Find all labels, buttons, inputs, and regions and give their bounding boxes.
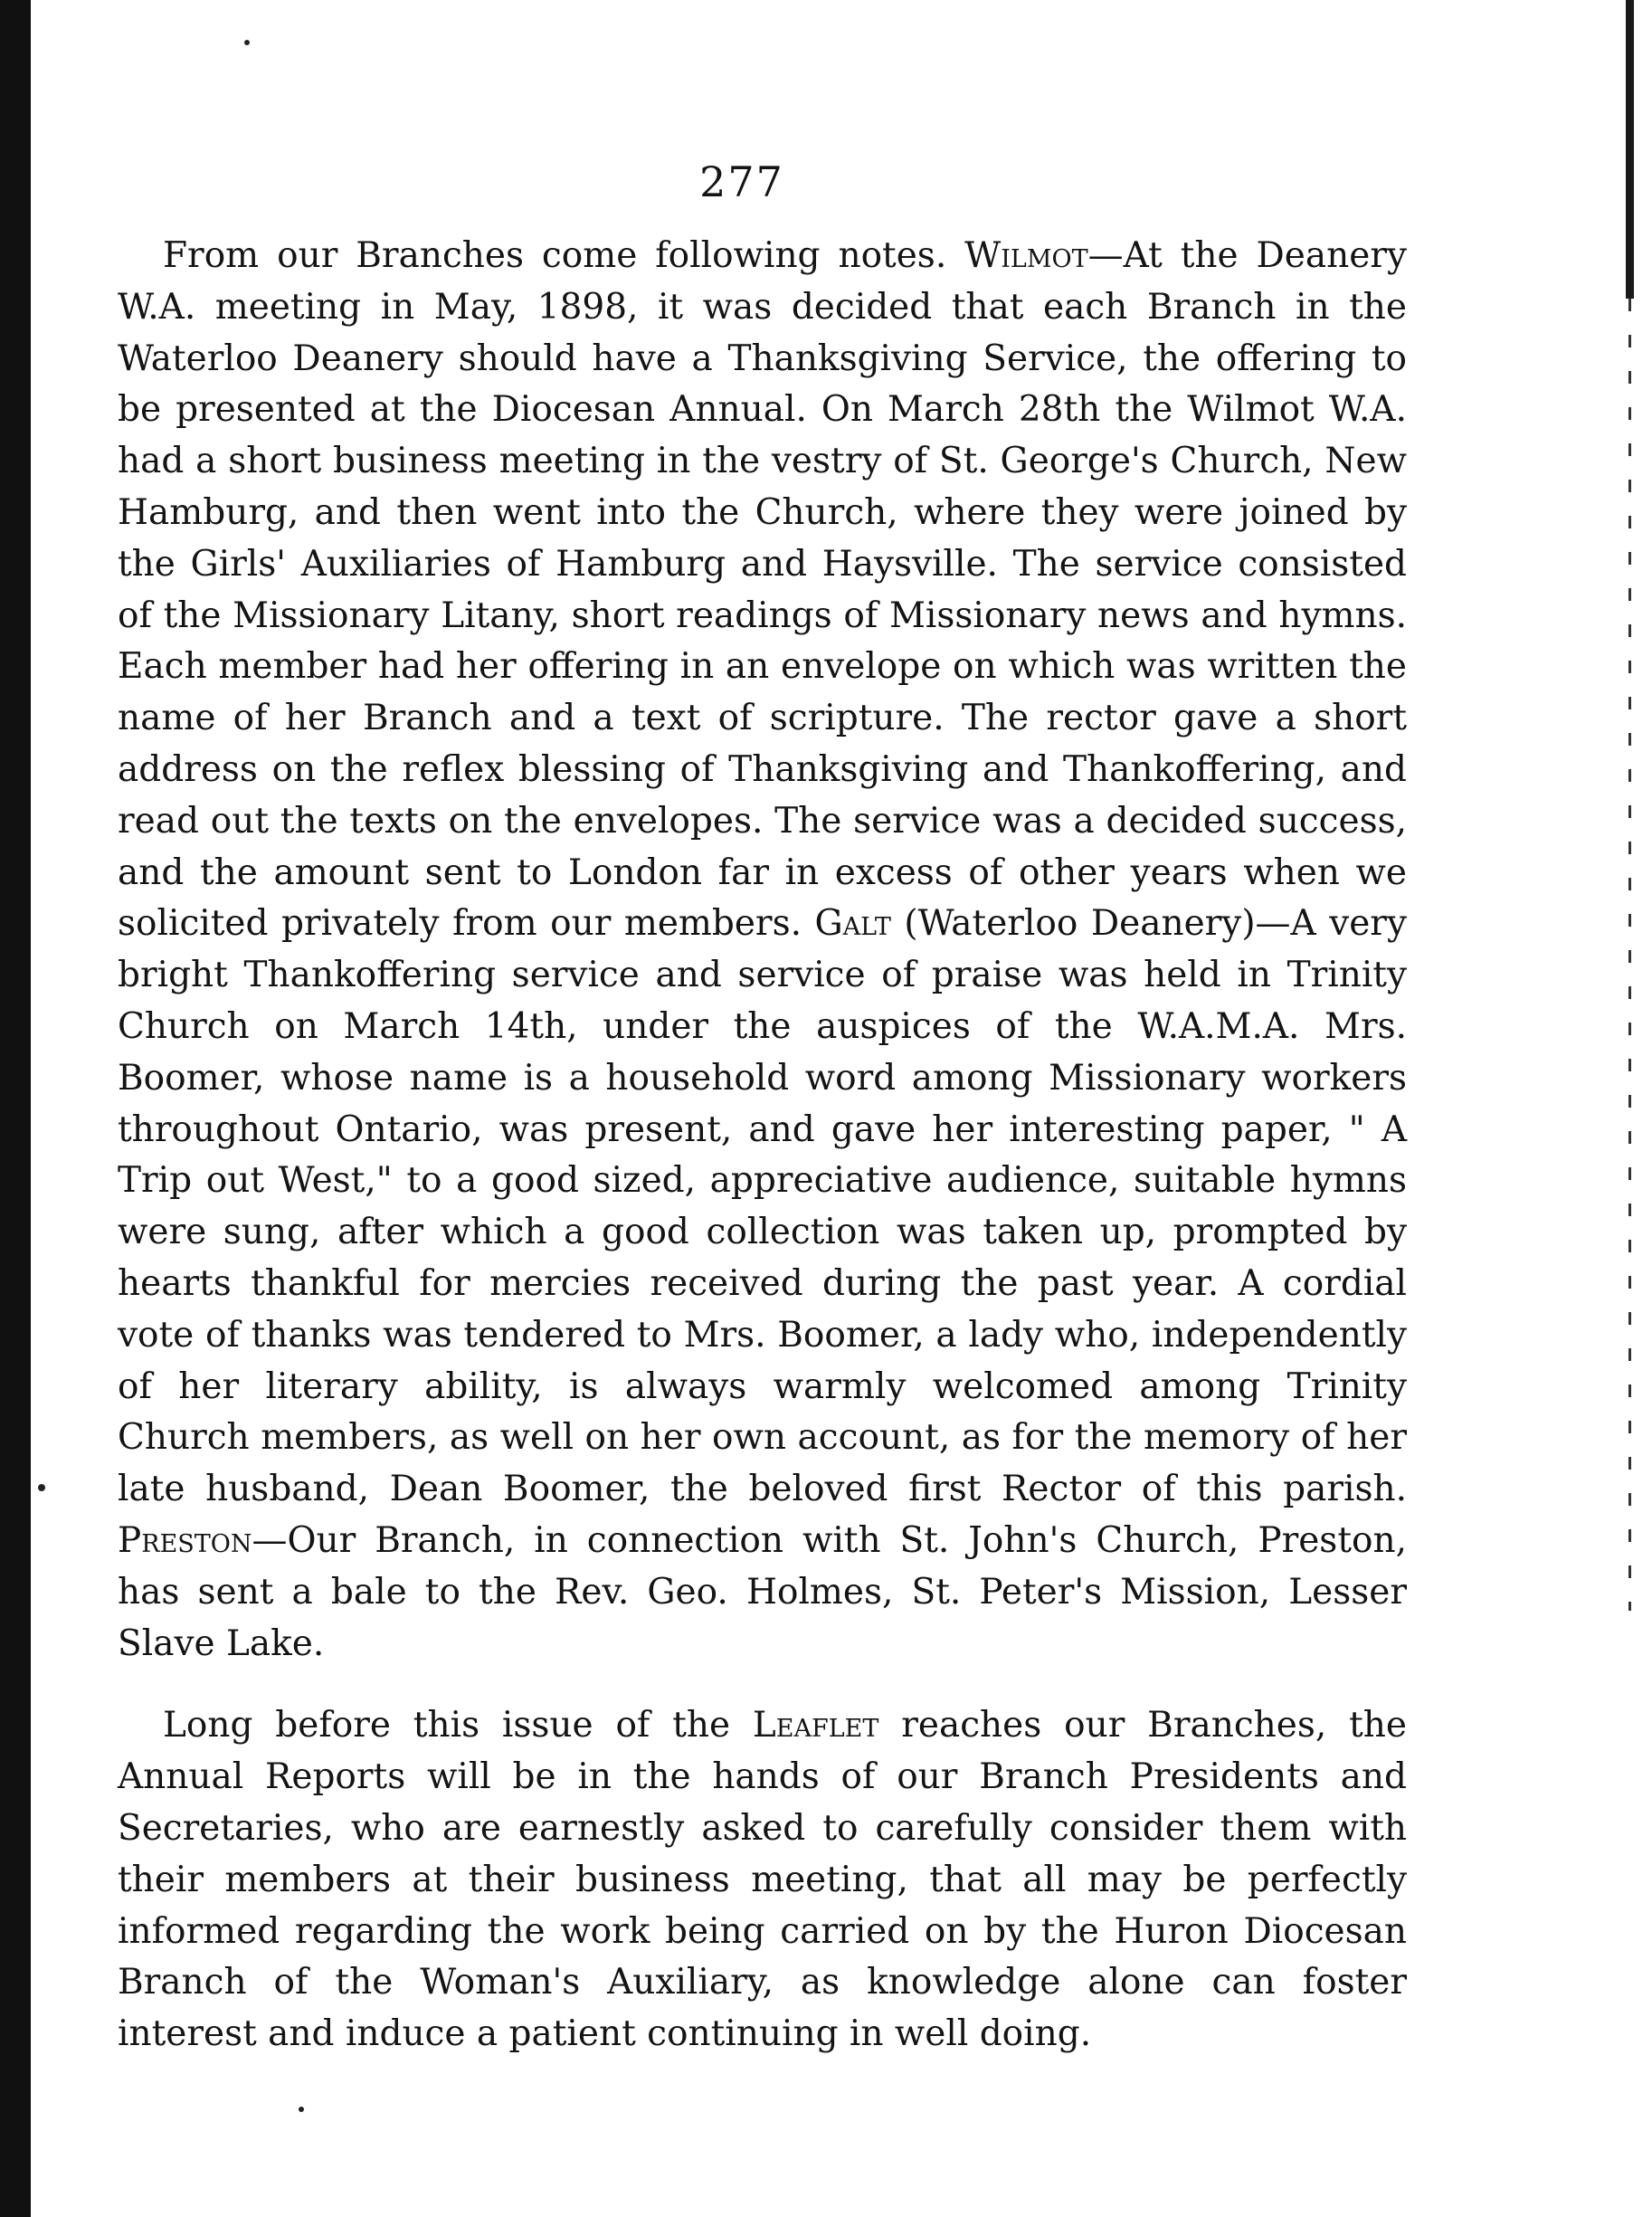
page-number: 277	[699, 157, 784, 206]
scan-right-edge	[1626, 0, 1634, 299]
scan-speck	[244, 40, 250, 45]
small-caps-heading: Leaflet	[752, 1705, 879, 1746]
text-run: Long before this issue of the	[163, 1705, 753, 1746]
text-run: reaches our Branches, the Annual Reports will be in the hands of our Branch Presidents and Secretaries, who are earnestly asked to carefully consider them with their members at their business meeting, that all may be perfectly informed regarding the work being carried on by the Huron Diocesan Branch of the Woman's Auxiliary, as knowledge alone can foster interest and induce a patient continuing in well doing.	[118, 1705, 1407, 2055]
text-run: (Waterloo Deanery)—A very bright Thankoffering service and service of praise was held in Trinity Church on March 14th, under the auspices of the W.A.M.A. Mrs. Boomer, whose name is a household word among Missionary workers throughout Ontario, was present, and gave her interesting paper, " A Trip out West," to a good sized, appreciative audience, suitable hymns were sung, after which a good collection was taken up, prompted by hearts thankful for mercies received during the past year. A cordial vote of thanks was tendered to Mrs. Boomer, a lady who, independently of her literary ability, is always warmly welcomed among Trinity Church members, as well on her own account, as for the memory of her late husband, Dean Boomer, the beloved first Rector of this parish.	[118, 903, 1407, 1510]
small-caps-heading: Galt	[814, 903, 891, 945]
small-caps-heading: Preston	[118, 1519, 252, 1561]
text-run: —At the Deanery W.A. meeting in May, 1898, it was decided that each Branch in the Waterloo Deanery should have a Thanksgiving Service, the offering to be presented at the Diocesan Annual. On March 28th the Wilmot W.A. had a short business meeting in the vestry of St. George's Church, New Hamburg, and then went into the Church, where they were joined by the Girls' Auxiliaries of Hamburg and Haysville. The service consisted of the Missionary Litany, short readings of Missionary news and hymns. Each member had her offering in an envelope on which was written the name of her Branch and a text of scripture. The rector gave a short address on the reflex blessing of Thanksgiving and Thankoffering, and read out the texts on the envelopes. The service was a decided success, and the amount sent to London far in excess of other years when we solicited privately from our members.	[118, 235, 1407, 945]
body-text	[118, 231, 1407, 2060]
scan-binding-edge	[0, 0, 31, 2217]
small-caps-heading: Wilmot	[964, 235, 1088, 276]
scan-right-edge-dashes	[1628, 299, 1631, 1611]
text-run: —Our Branch, in connection with St. John's Church, Preston, has sent a bale to the Rev. Geo. Holmes, St. Peter's Mission, Lesser Slave Lake.	[118, 1519, 1407, 1664]
text-run: From our Branches come following notes.	[163, 235, 965, 276]
scan-speck	[38, 1484, 45, 1491]
paragraph-annual-reports	[118, 1700, 1407, 2060]
paragraph-branch-notes	[118, 231, 1407, 1670]
scan-speck	[299, 2107, 304, 2112]
